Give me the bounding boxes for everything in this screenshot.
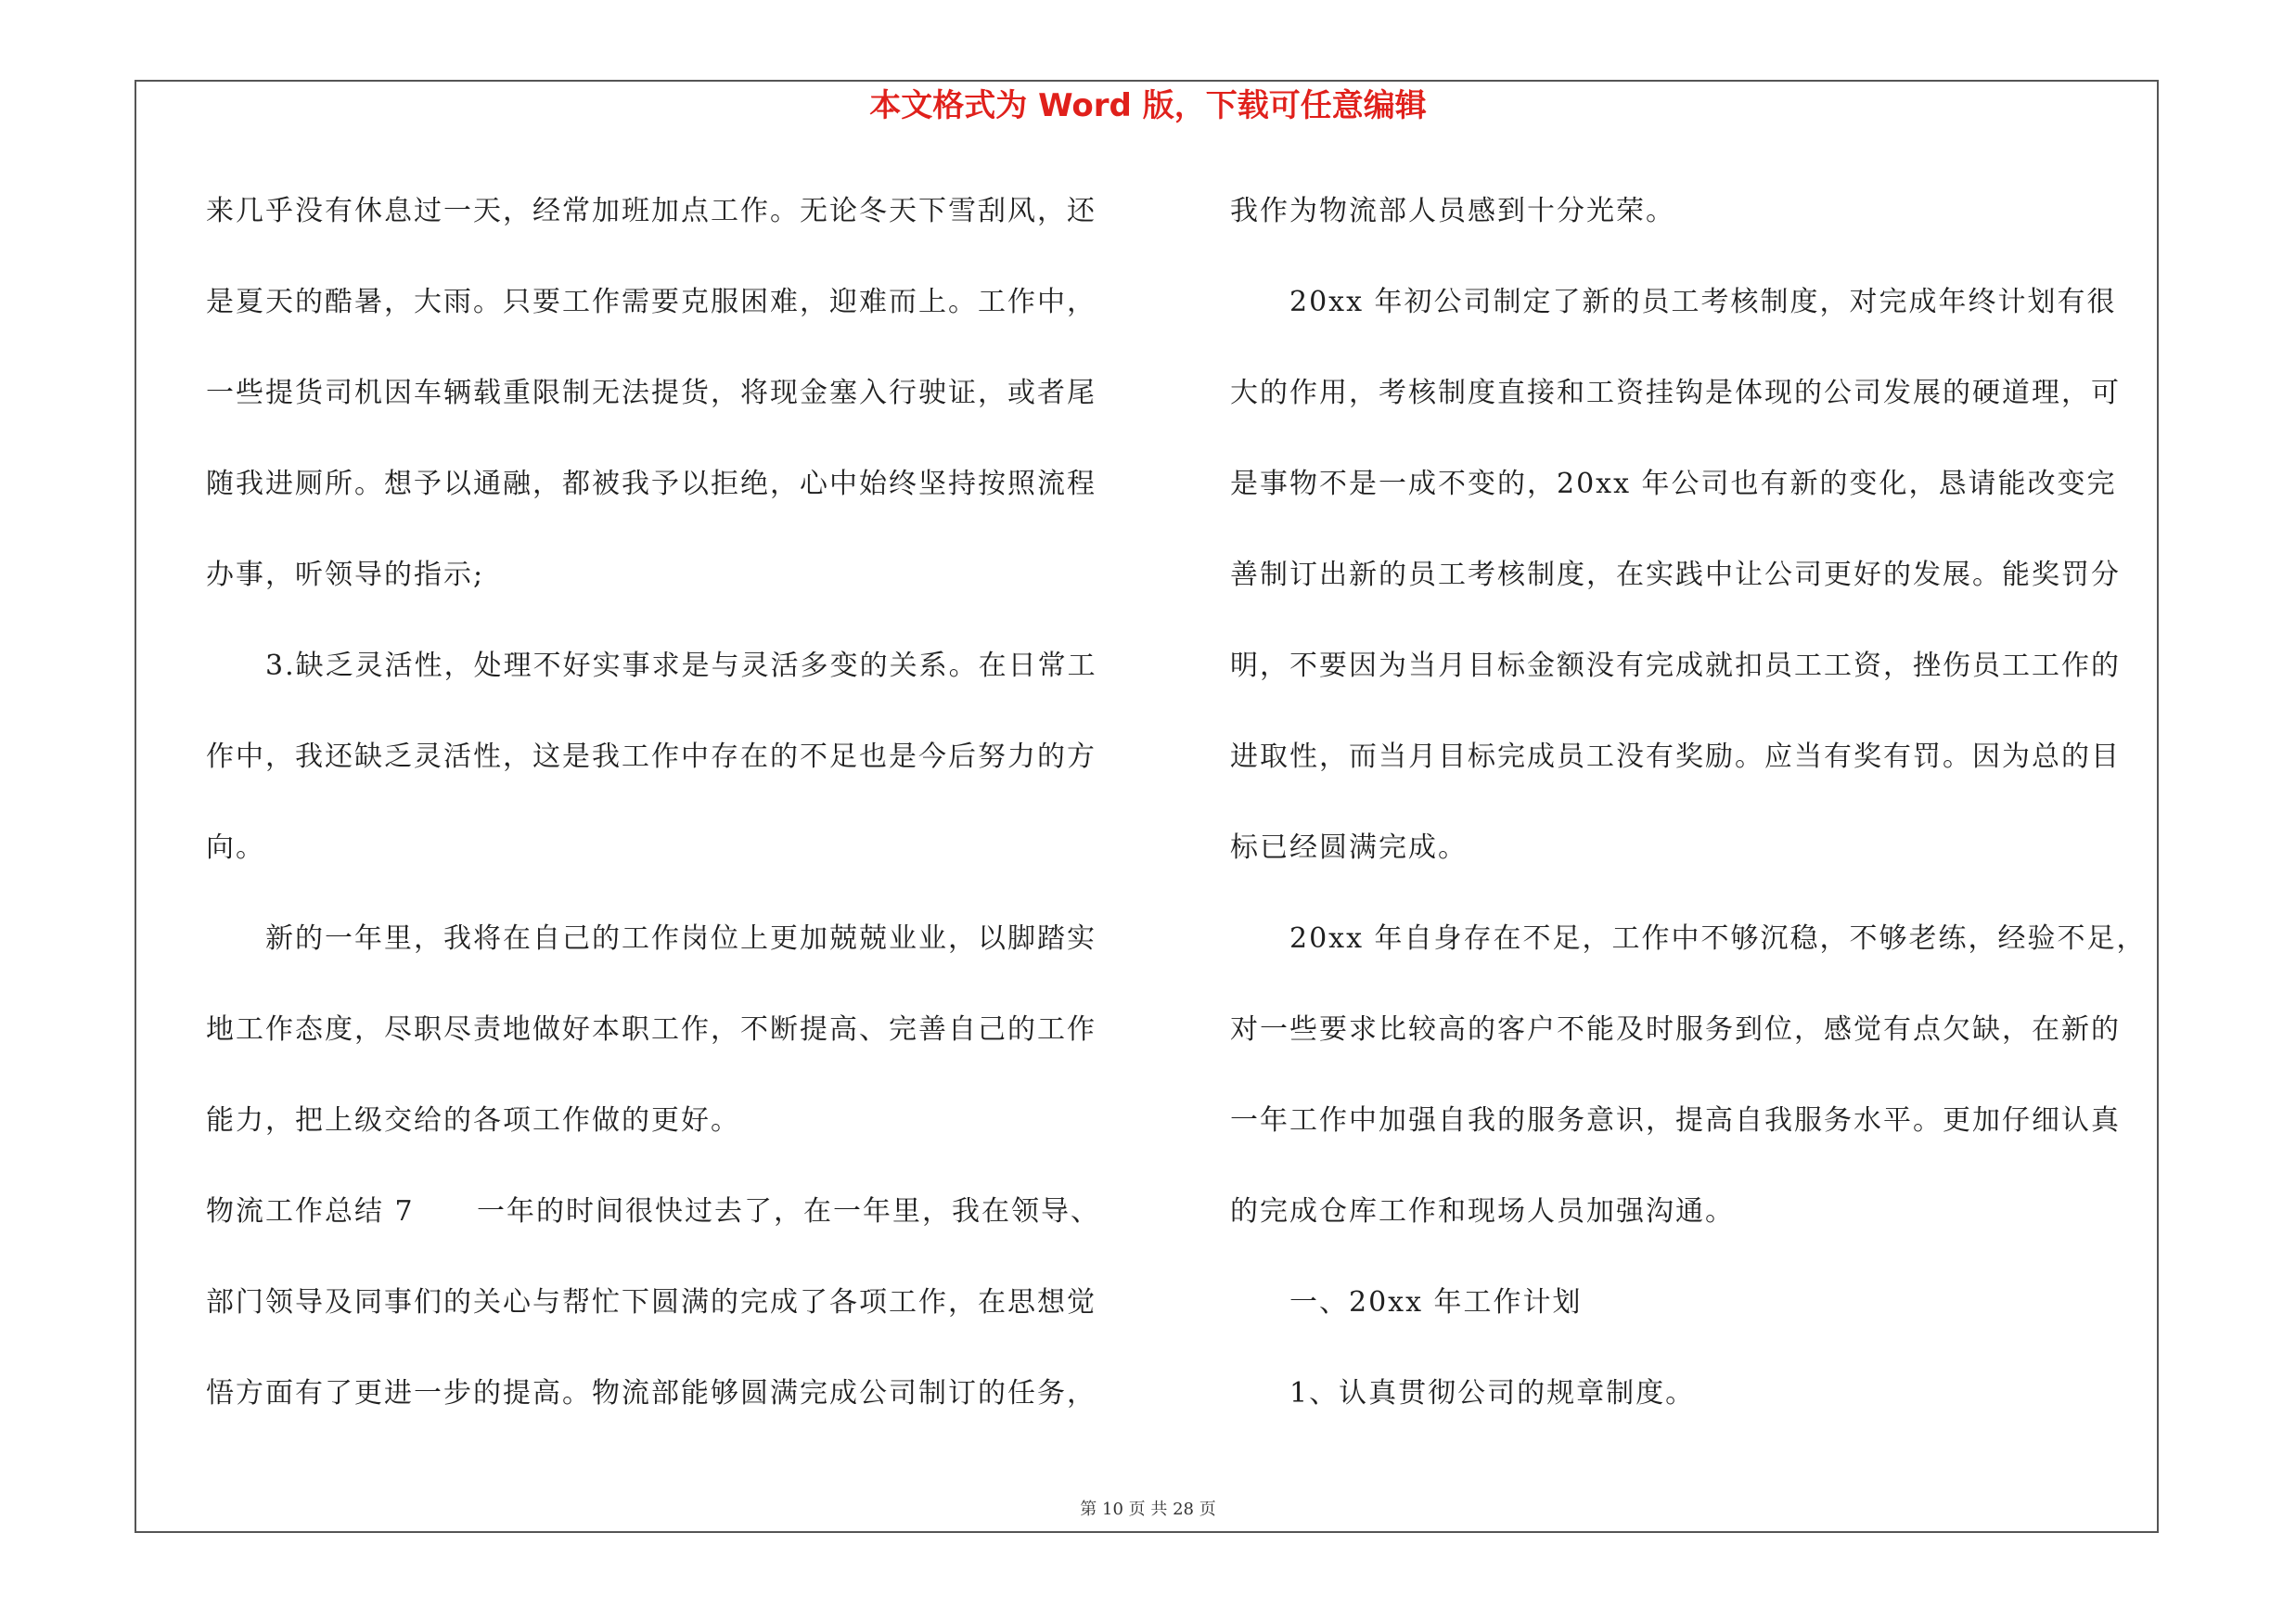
text-line: 作中，我还缺乏灵活性，这是我工作中存在的不足也是今后努力的方 (206, 741, 1097, 773)
text-line: 向。 (206, 831, 265, 864)
text-line: 明，不要因为当月目标金额没有完成就扣员工工资，挫伤员工工作的 (1230, 650, 2121, 682)
text-line: 进取性，而当月目标完成员工没有奖励。应当有奖有罚。因为总的目 (1230, 741, 2121, 773)
text-line: 标已经圆满完成。 (1230, 831, 1468, 864)
text-line: 3.缺乏灵活性，处理不好实事求是与灵活多变的关系。在日常工 (265, 650, 1097, 682)
text-line: 来几乎没有休息过一天，经常加班加点工作。无论冬天下雪刮风，还 (206, 195, 1097, 227)
plan-item: 1、认真贯彻公司的规章制度。 (1289, 1377, 1696, 1410)
section-first-line: 一年的时间很快过去了，在一年里，我在领导、 (477, 1195, 1100, 1228)
text-line: 20xx 年初公司制定了新的员工考核制度，对完成年终计划有很 (1289, 286, 2117, 318)
text-line: 随我进厕所。想予以通融，都被我予以拒绝，心中始终坚持按照流程 (206, 468, 1097, 500)
text-line: 新的一年里，我将在自己的工作岗位上更加兢兢业业，以脚踏实 (265, 922, 1097, 955)
text-line: 办事，听领导的指示; (206, 559, 485, 591)
text-line: 善制订出新的员工考核制度，在实践中让公司更好的发展。能奖罚分 (1230, 559, 2121, 591)
right-column (1230, 182, 2167, 1455)
section-heading-line (206, 1182, 1134, 1273)
text-line: 大的作用，考核制度直接和工资挂钩是体现的公司发展的硬道理，可 (1230, 377, 2121, 409)
text-line: 悟方面有了更进一步的提高。物流部能够圆满完成公司制订的任务， (206, 1377, 1097, 1410)
text-line: 一些提货司机因车辆载重限制无法提货，将现金塞入行驶证，或者尾 (206, 377, 1097, 409)
left-column (206, 182, 1134, 1455)
text-line: 我作为物流部人员感到十分光荣。 (1230, 195, 1675, 227)
text-line: 能力，把上级交给的各项工作做的更好。 (206, 1104, 740, 1137)
plan-heading: 一、20xx 年工作计划 (1289, 1286, 1583, 1319)
text-line: 是事物不是一成不变的，20xx 年公司也有新的变化，恳请能改变完 (1230, 468, 2117, 500)
text-line: 地工作态度，尽职尽责地做好本职工作，不断提高、完善自己的工作 (206, 1013, 1097, 1046)
text-line: 一年工作中加强自我的服务意识，提高自我服务水平。更加仔细认真 (1230, 1104, 2121, 1137)
text-line: 的完成仓库工作和现场人员加强沟通。 (1230, 1195, 1735, 1228)
page-number-footer: 第 10 页 共 28 页 (1080, 1500, 1216, 1519)
word-format-banner: 本文格式为 Word 版，下载可任意编辑 (869, 87, 1427, 124)
text-line: 20xx 年自身存在不足，工作中不够沉稳，不够老练，经验不足， (1289, 922, 2147, 955)
text-line: 是夏天的酷暑，大雨。只要工作需要克服困难，迎难而上。工作中， (206, 286, 1097, 318)
text-line: 部门领导及同事们的关心与帮忙下圆满的完成了各项工作，在思想觉 (206, 1286, 1097, 1319)
text-line: 对一些要求比较高的客户不能及时服务到位，感觉有点欠缺，在新的 (1230, 1013, 2121, 1046)
section-title: 物流工作总结 7 (206, 1195, 415, 1228)
